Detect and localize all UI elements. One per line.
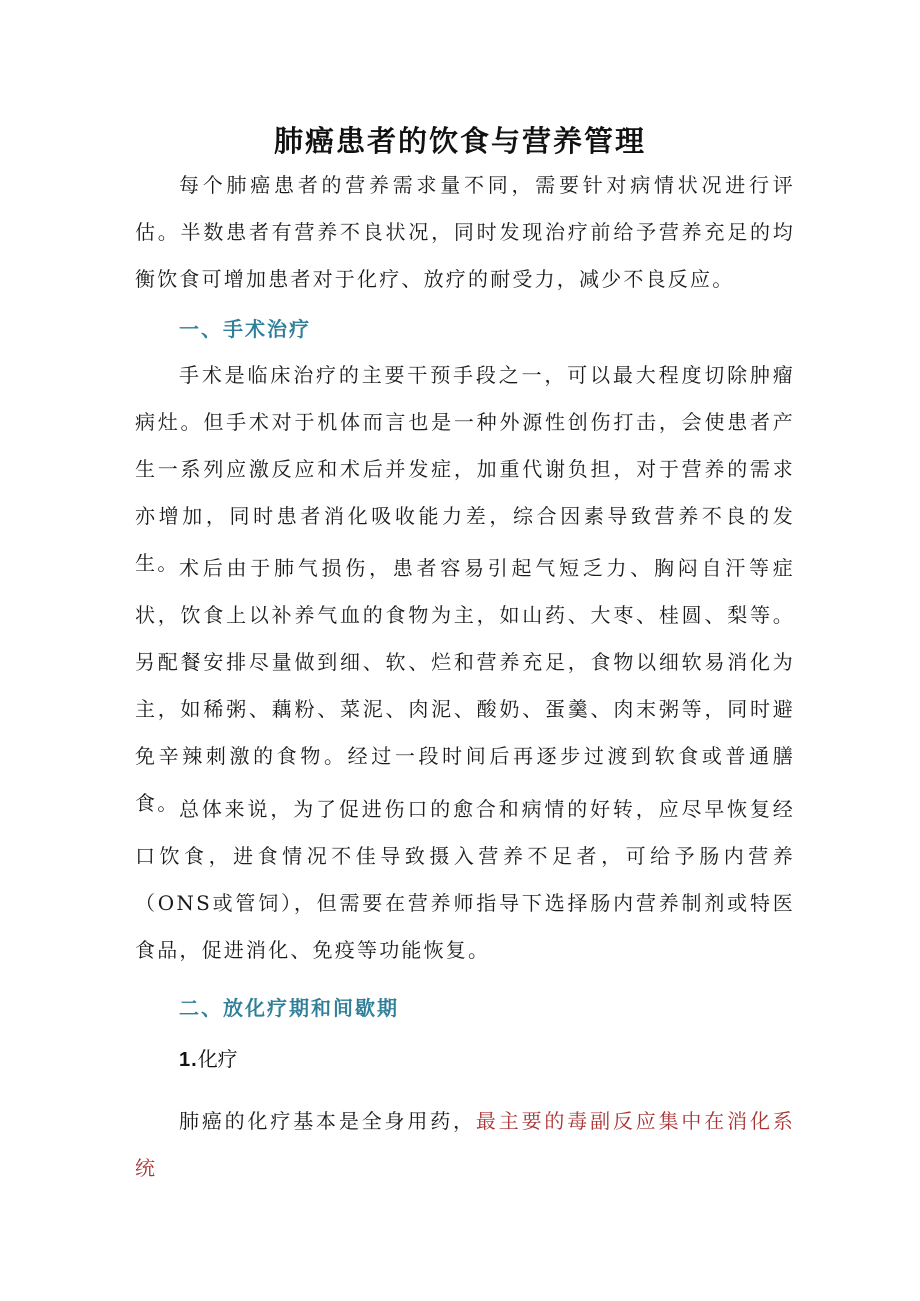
intro-paragraph: 每个肺癌患者的营养需求量不同，需要针对病情状况进行评估。半数患者有营养不良状况，同时发现治疗前给予营养充足的均衡饮食可增加患者对于化疗、放疗的耐受力，减少不良反应。 bbox=[135, 173, 795, 291]
highlighted-text: 最主要的毒副反应集中在消化系统 bbox=[135, 1109, 795, 1180]
surgery-paragraph-2: 术后由于肺气损伤，患者容易引起气短乏力、胸闷自汗等症状，饮食上以补养气血的食物为主，如山药、大枣、桂圆、梨等。另配餐安排尽量做到细、软、烂和营养充足，食物以细软易消化为主，如稀粥、藕粉、菜泥、肉泥、酸奶、蛋羹、肉末粥等，同时避免辛辣刺激的食物。经过一段时间后再逐步过渡到软食或普通膳食。 bbox=[135, 556, 795, 815]
surgery-paragraph-1: 手术是临床治疗的主要干预手段之一，可以最大程度切除肿瘤病灶。但手术对于机体而言也是一种外源性创伤打击，会使患者产生一系列应激反应和术后并发症，加重代谢负担，对于营养的需求亦增加，同时患者消化吸收能力差，综合因素导致营养不良的发生。 bbox=[135, 363, 795, 575]
section-heading-chemo-radio: 二、放化疗期和间歇期 bbox=[179, 996, 399, 1020]
surgery-paragraph-3: 总体来说，为了促进伤口的愈合和病情的好转，应尽早恢复经口饮食，进食情况不佳导致摄入营养不足者，可给予肠内营养（ONS或管饲），但需要在营养师指导下选择肠内营养制剂或特医食品，促进消化、免疫等功能恢复。 bbox=[135, 797, 795, 962]
section-heading-surgery: 一、手术治疗 bbox=[179, 317, 311, 341]
subheading-label: 化疗 bbox=[197, 1047, 238, 1071]
chemo-paragraph-1 bbox=[135, 1098, 795, 1192]
subheading-chemotherapy bbox=[179, 1044, 238, 1075]
subheading-number: 1. bbox=[179, 1049, 198, 1071]
document-title: 肺癌患者的饮食与营养管理 bbox=[273, 124, 646, 159]
chemo-paragraph-text: 肺癌的化疗基本是全身用药， bbox=[179, 1109, 476, 1133]
